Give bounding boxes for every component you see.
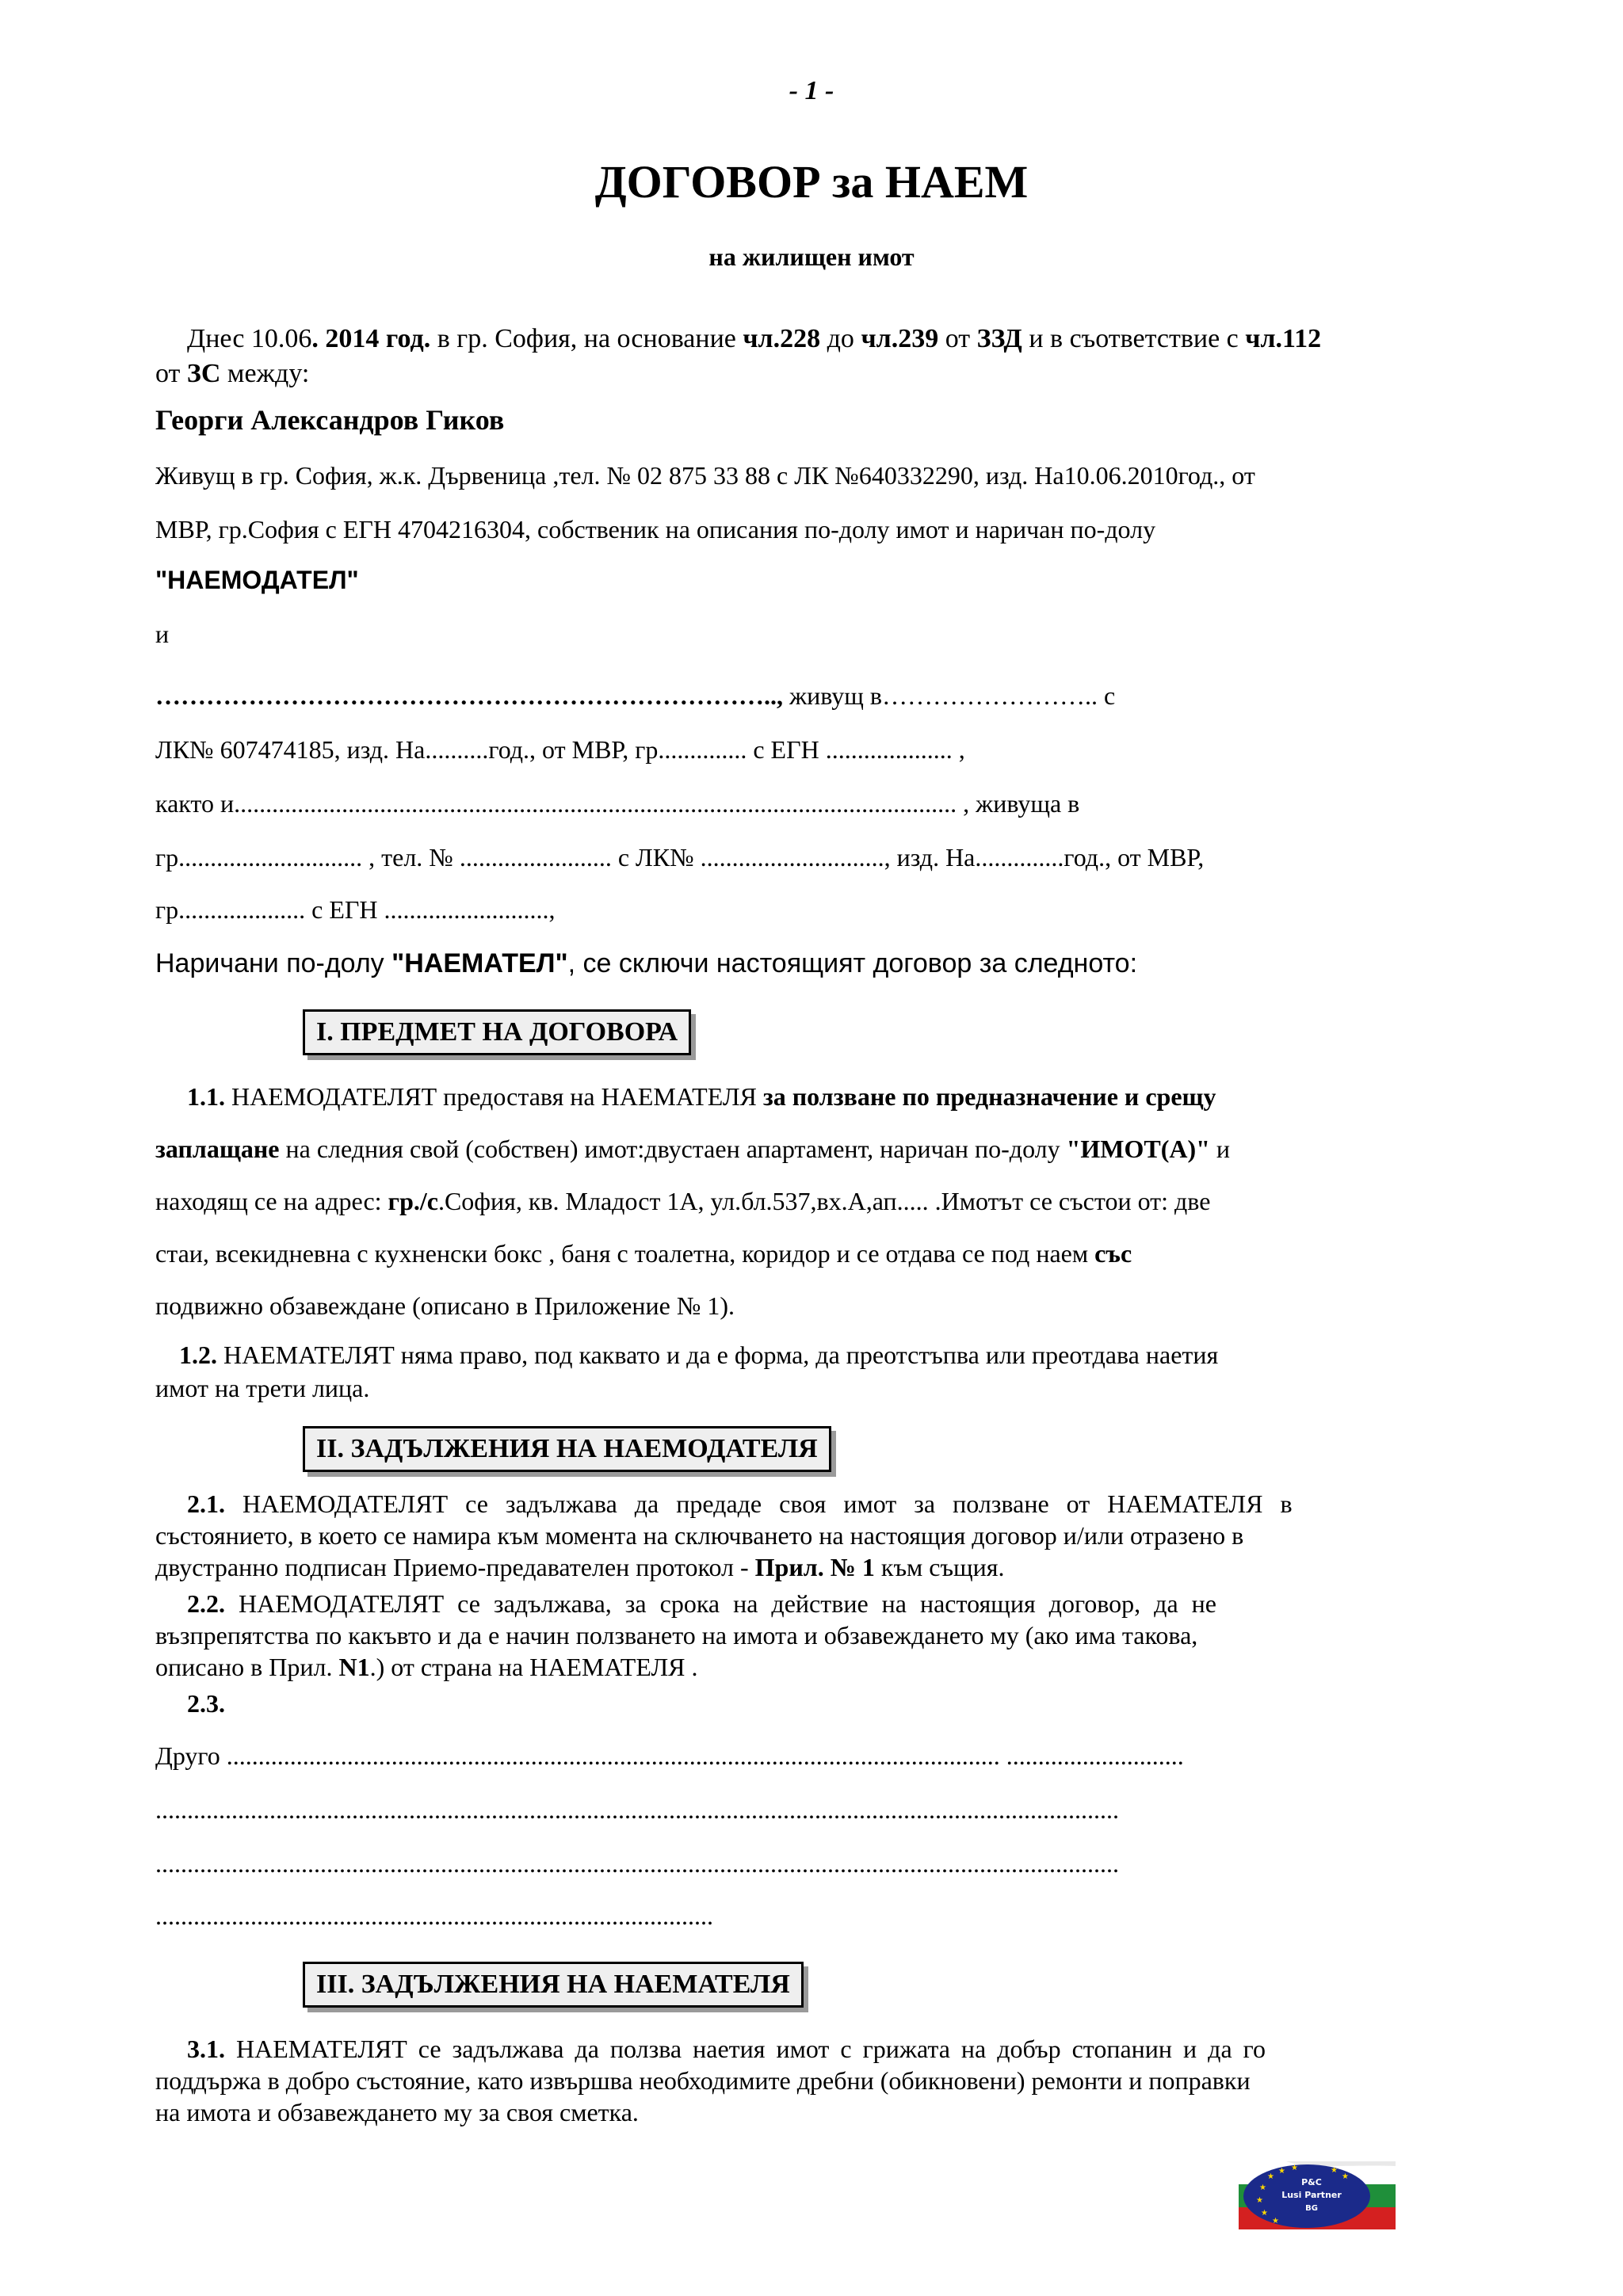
svg-text:★: ★ (1261, 2209, 1268, 2218)
page-number: - 1 - (789, 76, 834, 105)
svg-text:★: ★ (1291, 2164, 1298, 2172)
clause-1-1-line-2: заплащане на следния свой (собствен) имот:двустаен апартамент, наричан по-долу "ИМОТ(А)" и (155, 1135, 1231, 1163)
other-line-1: Друго .......................................................................................................................... ............................ (155, 1741, 1184, 1770)
landlord-details-line-1: Живущ в гр. София, ж.к. Дървеница ,тел. № 02 875 33 88 с ЛК №640332290, изд. На10.06.2010год., от (155, 461, 1255, 490)
conjunction-and: и (155, 620, 170, 648)
clause-2-1-line-1: 2.1. НАЕМОДАТЕЛЯТ се задължава да предаде своя имот за ползване от НАЕМАТЕЛЯ в (187, 1489, 1293, 1518)
intro-line-2: от ЗС между: (155, 359, 310, 388)
section-1-heading: I. ПРЕДМЕТ НА ДОГОВОРА (303, 1009, 691, 1055)
clause-2-2-line-1: 2.2. НАЕМОДАТЕЛЯТ се задължава, за срока на действие на настоящия договор, да не (187, 1589, 1216, 1618)
tenant-line-4: гр............................. , тел. № ........................ с ЛК№ ............................., изд. На..............год., от МВР, (155, 843, 1205, 871)
clause-3-1-line-3: на имота и обзавеждането му за своя сметка. (155, 2098, 639, 2126)
company-logo (1239, 2161, 1396, 2229)
logo-text-line-1: P&C (1301, 2177, 1322, 2187)
section-2-heading: II. ЗАДЪЛЖЕНИЯ НА НАЕМОДАТЕЛЯ (303, 1426, 831, 1472)
tenant-line-3: както и.................................................................................................................. , живуща в (155, 789, 1080, 818)
clause-1-2-line-1: 1.2. НАЕМАТЕЛЯТ няма право, под каквато и да е форма, да преотстъпва или преотдава наетия (179, 1341, 1219, 1369)
tenant-closing: Наричани по-долу "НАЕМАТЕЛ", се сключи настоящият договор за следното: (155, 948, 1138, 978)
landlord-details-line-2: МВР, гр.София с ЕГН 4704216304, собственик на описания по-долу имот и наричан по-долу (155, 515, 1156, 543)
clause-1-1-line-1: 1.1. НАЕМОДАТЕЛЯТ предоставя на НАЕМАТЕЛЯ за ползване по предназначение и срещу (187, 1082, 1216, 1111)
intro-line-1: Днес 10.06. 2014 год. в гр. София, на основание чл.228 до чл.239 от ЗЗД и в съответствие с чл.112 (187, 324, 1322, 353)
clause-2-2-line-3: описано в Прил. N1.) от страна на НАЕМАТЕЛЯ . (155, 1653, 698, 1681)
other-line-2: ........................................................................................................................................................ (155, 1795, 1119, 1824)
tenant-line-5: гр.................... с ЕГН .........................., (155, 895, 556, 924)
svg-text:★: ★ (1278, 2167, 1285, 2176)
clause-1-2-line-2: имот на трети лица. (155, 1374, 370, 1402)
clause-2-2-line-2: възпрепятства по какъвто и да е начин ползването на имота и обзавеждането му (ако има такова, (155, 1621, 1198, 1650)
flag-logo-icon (1239, 2161, 1396, 2229)
logo-text-line-2: Lusi Partner (1281, 2190, 1342, 2200)
landlord-name: Георги Александров Гиков (155, 404, 505, 436)
svg-text:★: ★ (1267, 2172, 1274, 2181)
tenant-line-1: ……………………………………………………………….., живущ в…………………….. с (155, 681, 1116, 710)
clause-2-1-line-3: двустранно подписан Приемо-предавателен протокол - Прил. № 1 към същия. (155, 1553, 1005, 1581)
section-3-heading: III. ЗАДЪЛЖЕНИЯ НА НАЕМАТЕЛЯ (303, 1962, 804, 2008)
svg-text:★: ★ (1256, 2196, 1263, 2205)
clause-3-1-line-2: поддържа в добро състояние, като извършва необходимите дребни (обикновени) ремонти и поправки (155, 2066, 1251, 2095)
document-title: ДОГОВОР за НАЕМ (594, 156, 1029, 208)
other-line-3: ........................................................................................................................................................ (155, 1849, 1119, 1878)
svg-text:★: ★ (1331, 2166, 1338, 2175)
clause-1-1-line-5: подвижно обзавеждане (описано в Приложение № 1). (155, 1291, 735, 1320)
clause-1-1-line-4: стаи, всекидневна с кухненски бокс , баня с тоалетна, коридор и се отдава се под наем със (155, 1239, 1132, 1268)
other-line-4: ........................................................................................ (155, 1901, 713, 1930)
logo-text-line-3: BG (1305, 2204, 1318, 2213)
tenant-line-2: ЛК№ 607474185, изд. На..........год., от МВР, гр.............. с ЕГН .................... , (155, 735, 965, 764)
landlord-role: "НАЕМОДАТЕЛ" (155, 566, 359, 594)
svg-text:★: ★ (1342, 2172, 1349, 2181)
document-subtitle: на жилищен имот (708, 242, 915, 271)
clause-1-1-line-3: находящ се на адрес: гр./с.София, кв. Младост 1А, ул.бл.537,вх.А,ап..... .Имотът се състои от: две (155, 1187, 1211, 1215)
svg-text:★: ★ (1259, 2183, 1266, 2192)
clause-2-3-number: 2.3. (187, 1689, 225, 1718)
clause-2-1-line-2: състоянието, в което се намира към момента на сключването на настоящия договор и/или отразено в (155, 1521, 1244, 1550)
clause-3-1-line-1: 3.1. НАЕМАТЕЛЯТ се задължава да ползва наетия имот с грижата на добър стопанин и да го (187, 2035, 1266, 2063)
svg-text:★: ★ (1272, 2217, 1279, 2225)
